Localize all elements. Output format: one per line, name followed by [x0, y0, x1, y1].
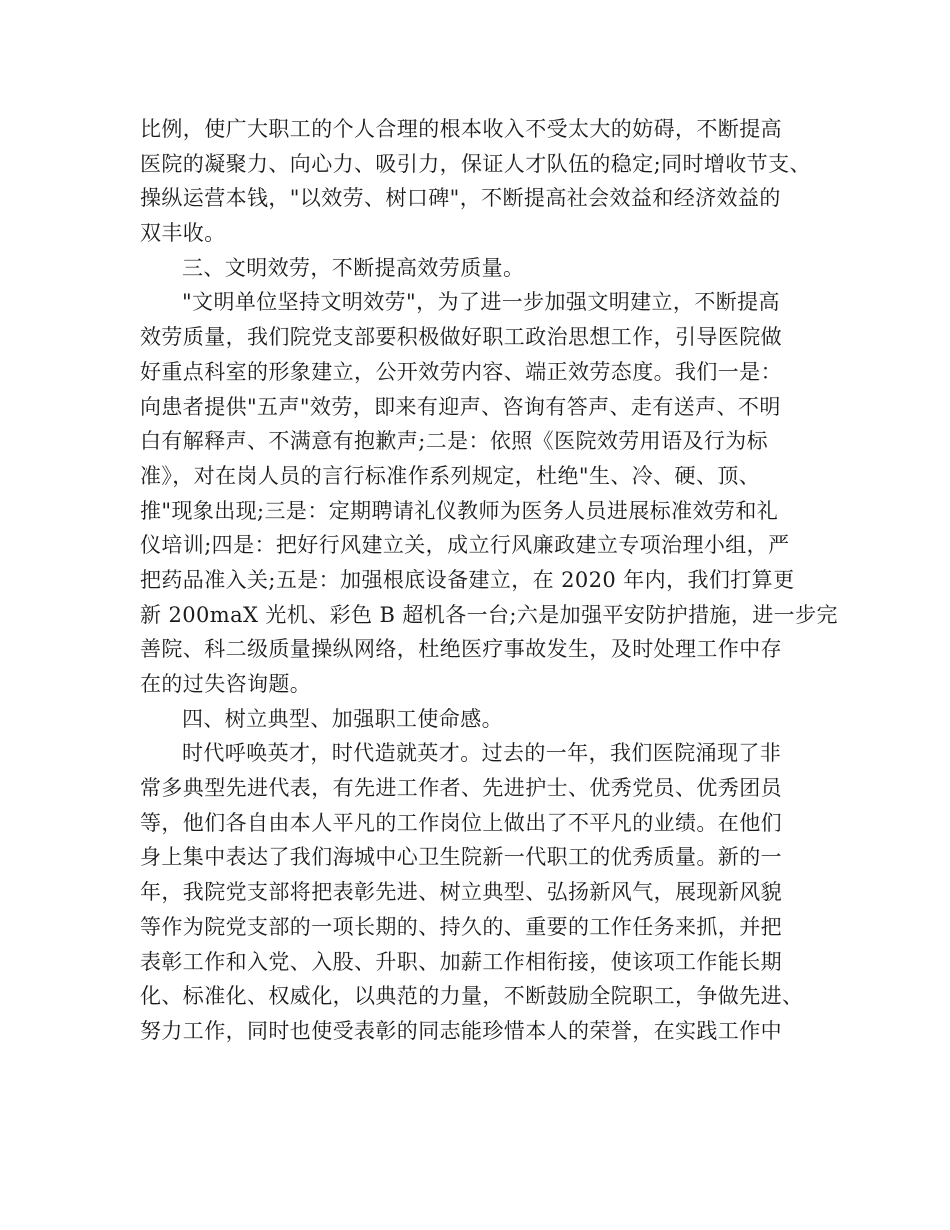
text-line: 推"现象出现;三是：定期聘请礼仪教师为医务人员进展标准效劳和礼 [140, 498, 779, 523]
text-line: 把药品准入关;五是：加强根底设备建立，在 2020 年内，我们打算更 [140, 567, 795, 592]
document-body [140, 112, 838, 1049]
text-line: 比例，使广大职工的个人合理的根本收入不受太大的妨碍，不断提高 [140, 117, 782, 141]
text-line: 在的过失咨询题。 [140, 672, 312, 696]
text-line: 表彰工作和入党、入股、升职、加薪工作相衔接，使该项工作能长期 [140, 949, 782, 974]
text-line: 身上集中表达了我们海城中心卫生院新一代职工的优秀质量。新的一 [140, 845, 782, 870]
text-line: 善院、科二级质量操纵网络，杜绝医疗事故发生，及时处理工作中存 [140, 637, 782, 662]
text-line: 努力工作，同时也使受表彰的同志能珍惜本人的荣誉，在实践工作中 [140, 1018, 782, 1043]
text-line: "文明单位坚持文明效劳"，为了进一步加强文明建立，不断提高 [182, 290, 780, 315]
text-line: 操纵运营本钱，"以效劳、树口碑"，不断提高社会效益和经济效益的 [140, 186, 781, 211]
text-line: 双丰收。 [140, 221, 226, 246]
text-line: 向患者提供"五声"效劳，即来有迎声、咨询有答声、走有送声、不明 [140, 394, 781, 419]
text-line: 准》，对在岗人员的言行标准作系列规定，杜绝"生、冷、硬、顶、 [140, 463, 761, 488]
text-line: 常多典型先进代表，有先进工作者、先进护士、优秀党员、优秀团员 [140, 776, 782, 801]
text-line: 新 200maX 光机、彩色 B 超机各一台;六是加强平安防护措施，进一步完 [140, 602, 838, 627]
text-line: 年，我院党支部将把表彰先进、树立典型、弘扬新风气，展现新风貌 [140, 880, 782, 905]
section-heading: 三、文明效劳，不断提高效劳质量。 [182, 255, 525, 280]
text-line: 时代呼唤英才，时代造就英才。过去的一年，我们医院涌现了非 [182, 741, 782, 766]
text-line: 化、标准化、权威化，以典范的力量，不断鼓励全院职工，争做先进、 [140, 984, 804, 1009]
text-line: 等，他们各自由本人平凡的工作岗位上做出了不平凡的业绩。在他们 [140, 810, 782, 835]
text-line: 白有解释声、不满意有抱歉声;二是：依照《医院效劳用语及行为标 [140, 429, 769, 454]
text-line: 仪培训;四是：把好行风建立关，成立行风廉政建立专项治理小组，严 [140, 533, 790, 558]
text-line: 效劳质量，我们院党支部要积极做好职工政治思想工作，引导医院做 [140, 325, 782, 350]
text-line: 医院的凝聚力、向心力、吸引力，保证人才队伍的稳定;同时增收节支、 [140, 151, 811, 176]
section-heading: 四、树立典型、加强职工使命感。 [182, 706, 503, 731]
text-line: 等作为院党支部的一项长期的、持久的、重要的工作任务来抓，并把 [140, 914, 782, 939]
text-line: 好重点科室的形象建立，公开效劳内容、端正效劳态度。我们一是： [140, 359, 782, 384]
